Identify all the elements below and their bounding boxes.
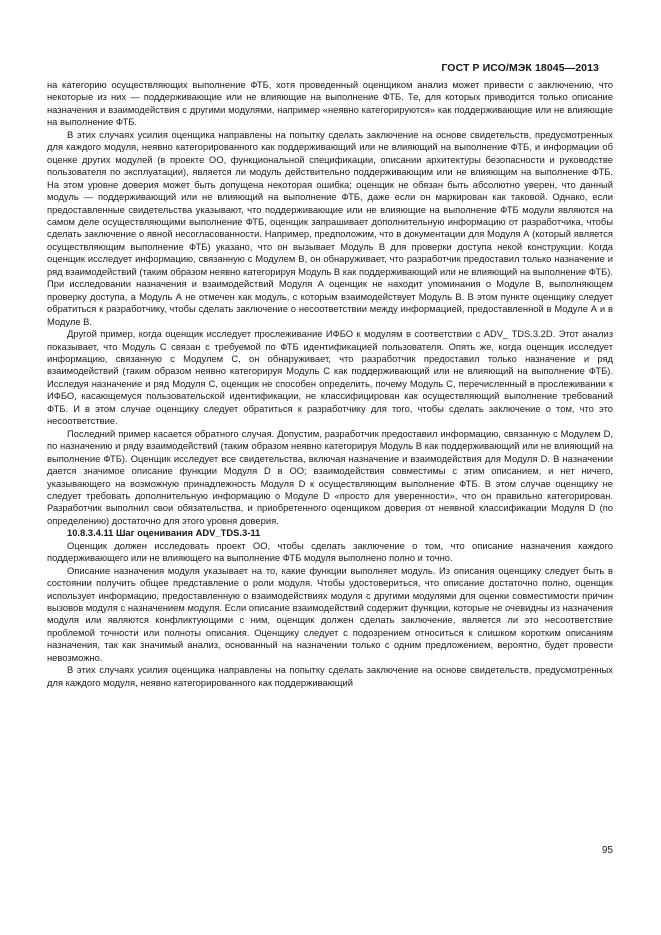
paragraph: Последний пример касается обратного случая. Допустим, разработчик предоставил информацию, связанную с Модулем D, по назначению и ряду взаимодействий (таким образом неявно категорируя Модуль В как поддерживающий или не влияющий на выполнение ФТБ). Оценщик исследует все свидетельства, включая назначение и взаимодействия для Модуля D. В назначении дается значимое описание функции Модуля D в ОО; взаимодействия совместимы с этим описанием, и нет ничего, указывающего на возможную принадлежность Модуля D к осуществляющим выполнение ФТБ. В этом случае оценщику не следует требовать дополнительную информацию о Модуле D «просто для уверенности», что он правильно категорирован. Разработчик выполнил свои обязательства, и приобретенного оценщиком доверия от неявной классификации Модуля D (по определению) достаточно для этого уровня доверия.: [47, 427, 613, 526]
paragraph: Оценщик должен исследовать проект ОО, чтобы сделать заключение о том, что описание назначения каждого поддерживающего или не влияющего на выполнение ФТБ модуля выполнено полно и точно.: [47, 539, 613, 564]
paragraph: Описание назначения модуля указывает на то, какие функции выполняет модуль. Из описания оценщику следует быть в состоянии получить общее представление о роли модуля. Чтобы удостовериться, что описание достаточно полно, оценщик использует информацию, предоставленную о взаимодействиях модуля с другими модулями для оценки совместимости причин вызовов модуля с назначением модуля. Если описание взаимодействий содержит функции, которые не очевидны из назначения модуля или являются конфликтующими с ним, оценщик должен сделать заключение, является ли это несоответствие проблемой точности или полноты описания. Оценщику следует с подозрением относиться к слишком коротким описаниям назначения, так как значимый анализ, основанный на назначении только с одним предложением, вероятно, будет провести невозможно.: [47, 564, 613, 663]
standard-designation: ГОСТ Р ИСО/МЭК 18045—2013: [441, 62, 599, 74]
document-body: [47, 79, 613, 689]
paragraph: В этих случаях усилия оценщика направлены на попытку сделать заключение на основе свидетельств, предусмотренных для каждого модуля, неявно категорированного как поддерживающий или не влияющий на выполнение ФТБ, и информации об оценке других модулей (в проекте ОО, функциональной спецификации, описании архитектуры безопасности и руководстве пользователя по эксплуатации), является ли модуль действительно поддерживающим или не влияющим на выполнение ФТБ. На этом уровне доверия может быть допущена некоторая ошибка; оценщик не обязан быть абсолютно уверен, что данный модуль — поддерживающий или не влияющий на выполнение ФТБ, даже если он маркирован как таковой. Однако, если предоставленные свидетельства указывают, что поддерживающие или не влияющие на выполнение ФТБ модули являются на самом деле осуществляющими выполнение ФТБ, оценщик запрашивает дополнительную информацию от разработчика, чтобы сделать заключение о явной несогласованности. Например, предположим, что в документации для Модуля А (который является осуществляющим выполнение ФТБ) указано, что он вызывает Модуль В для проверки доступа некой конструкции. Когда оценщик исследует информацию, связанную с Модулем В, он обнаруживает, что разработчик предоставил только назначение и ряд взаимодействий (таким образом неявно категорируя Модуль В как поддерживающий или не влияющий на выполнение ФТБ). При исследовании назначения и взаимодействий Модуля А оценщик не находит упоминания о Модуле В, выполняющем проверку доступа, а Модуль А не отмечен как модуль, с которым взаимодействует Модуль В. В этом пункте оценщику следует обратиться к разработчику, чтобы сделать заключение о несоответствии между информацией, предоставленной в Модуле А и в Модуле В.: [47, 128, 613, 327]
paragraph: В этих случаях усилия оценщика направлены на попытку сделать заключение на основе свидетельств, предусмотренных для каждого модуля, неявно категорированного как поддерживающий: [47, 664, 613, 688]
paragraph: Другой пример, когда оценщик исследует прослеживание ИФБО к модулям в соответствии с ADV_ TDS.3.2D. Этот анализ показывает, что Модуль С связан с требуемой по ФТБ идентификацией пользователя. Опять же, когда оценщик исследует информацию, связанную с Модулем С, он обнаруживает, что разработчик предоставил только назначение и ряд взаимодействий (таким образом неявно категорируя Модуль С как поддерживающий или не влияющий на выполнение ФТБ). Исследуя назначение и ряд Модуля С, оценщик не способен определить, почему Модуль С, перечисленный в прослеживании к ИФБО, касающемуся пользовательской идентификации, не классифицирован как осуществляющий выполнение требований ФТБ. И в этом случае оценщику следует обратиться к разработчику для того, чтобы сделать заключение о том, что это несоответствие.: [47, 328, 613, 427]
paragraph-continuation: на категорию осуществляющих выполнение ФТБ, хотя проведенный оценщиком анализ может привести с заключению, что некоторые из них — поддерживающие или не влияющие на выполнение ФТБ. Те, для которых приводится только описание назначения и взаимодействия с другими модулями, например «неявно категорируются» как поддерживающие или не влияющие на выполнение ФТБ.: [47, 79, 613, 128]
section-heading: 10.8.3.4.11 Шаг оценивания ADV_TDS.3-11: [67, 527, 261, 539]
page-number: 95: [601, 845, 613, 856]
